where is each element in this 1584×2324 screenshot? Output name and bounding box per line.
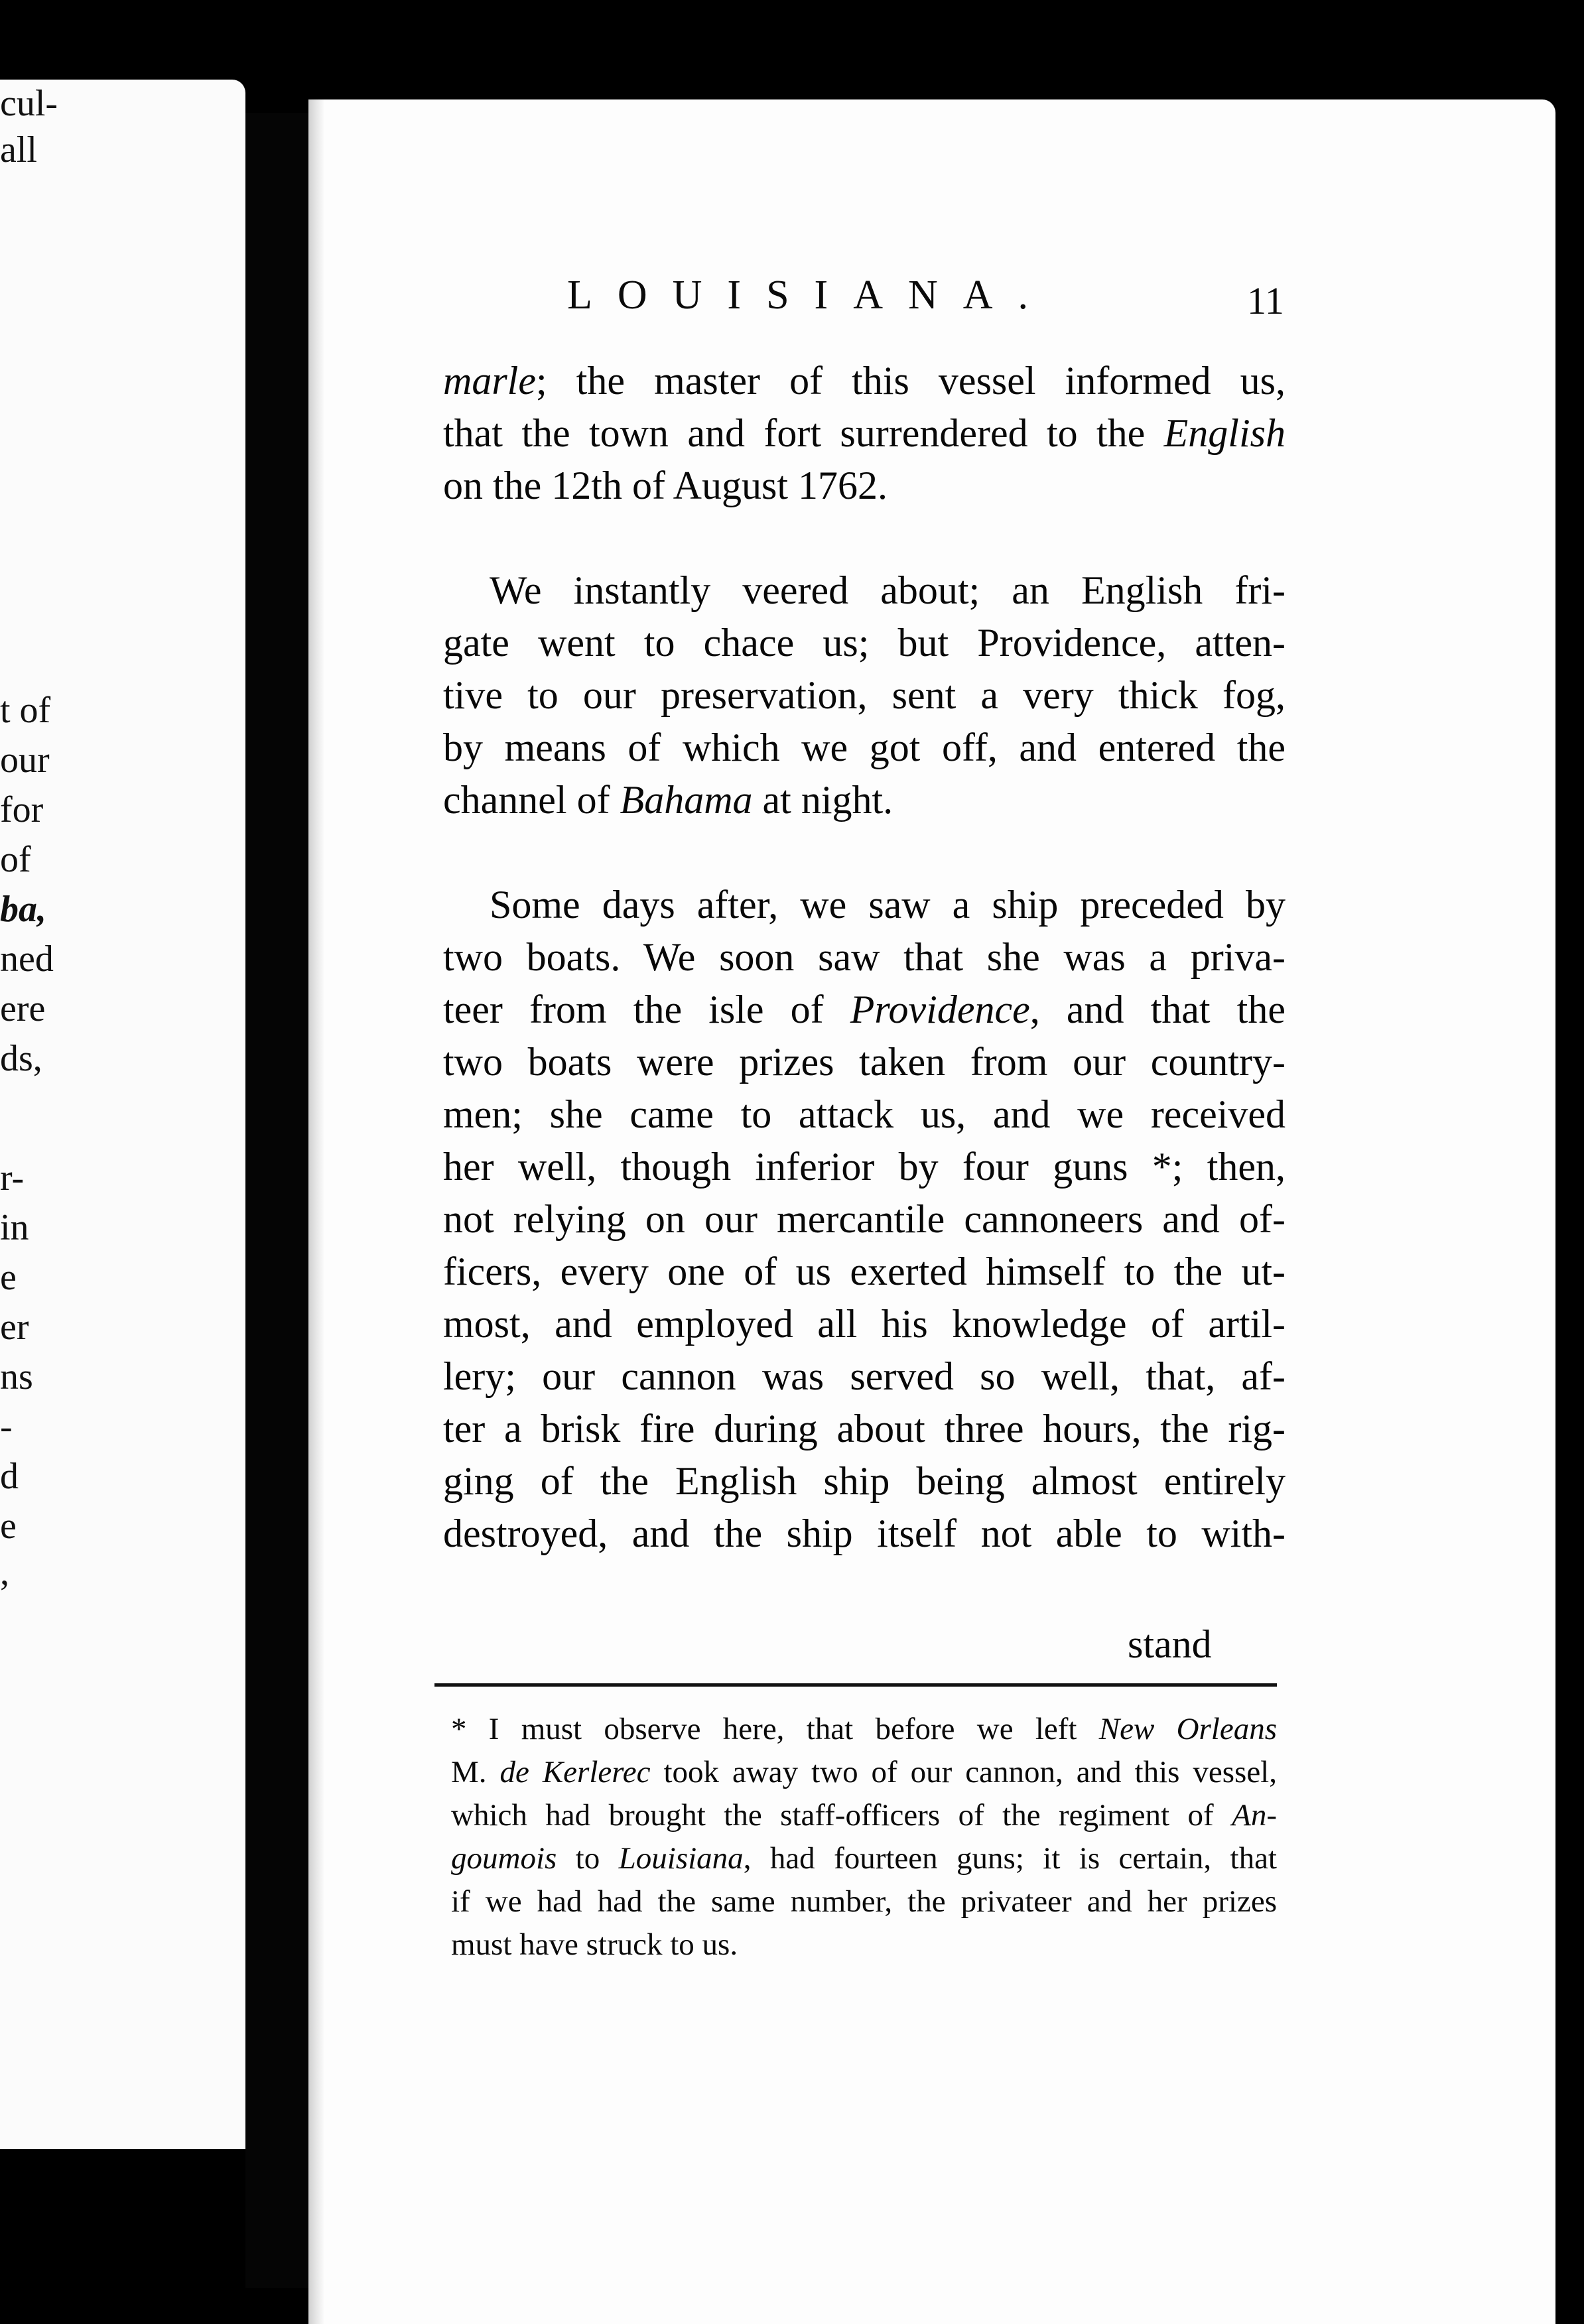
left-page-fragment-line: for xyxy=(0,789,44,830)
text-line xyxy=(443,1088,1286,1141)
text-run: to xyxy=(557,1841,619,1876)
left-page-fragment-line: e xyxy=(0,1257,17,1298)
left-page-fragment-line: d xyxy=(0,1456,19,1497)
text-line xyxy=(443,407,1286,460)
text-run: destroyed, and the ship itself not able to with- xyxy=(443,1512,1286,1555)
text-line xyxy=(451,1837,1277,1880)
text-run: , had fourteen guns; it is certain, that xyxy=(743,1841,1277,1876)
left-page-fragment-line: - xyxy=(0,1406,13,1447)
left-page-fragment-line: our xyxy=(0,740,50,781)
text-run: by means of which we got off, and entered the xyxy=(443,726,1286,769)
footnote-paragraph xyxy=(451,1708,1277,1967)
text-run: most, and employed all his knowledge of artil- xyxy=(443,1302,1286,1346)
left-page-fragment-line: ba, xyxy=(0,889,46,930)
italic-run: goumois xyxy=(451,1841,557,1876)
body-text xyxy=(443,355,1286,1560)
left-page-fragment-line: of xyxy=(0,839,31,880)
text-run: two boats. We soon saw that she was a priva- xyxy=(443,935,1286,979)
text-line xyxy=(443,1350,1286,1403)
text-line xyxy=(443,1508,1286,1560)
text-line xyxy=(451,1751,1277,1794)
text-run: that the town and fort surrendered to the xyxy=(443,411,1164,455)
left-page-fragment-line: all xyxy=(0,129,37,170)
footnote-rule xyxy=(434,1683,1277,1687)
text-run: took away two of our cannon, and this vessel, xyxy=(650,1755,1277,1789)
text-line xyxy=(443,1036,1286,1088)
italic-run: de Kerlerec xyxy=(499,1755,651,1789)
italic-run: English xyxy=(1163,411,1286,455)
text-run: must have struck to us. xyxy=(451,1927,738,1962)
left-page-fragment-line: r- xyxy=(0,1157,25,1198)
left-page-fragment-line: ere xyxy=(0,988,46,1029)
text-line xyxy=(451,1923,1277,1967)
text-run: on the 12th of August 1762. xyxy=(443,464,888,507)
left-page-fragment-line: ns xyxy=(0,1356,33,1397)
left-page-fragment-line: ds, xyxy=(0,1038,42,1079)
catchword: stand xyxy=(1128,1622,1212,1666)
left-page-fragment-line: in xyxy=(0,1207,29,1248)
italic-run: Providence xyxy=(850,988,1030,1031)
text-line xyxy=(443,460,1286,512)
text-line xyxy=(443,355,1286,407)
text-line xyxy=(443,1141,1286,1193)
text-run: M. xyxy=(451,1755,500,1789)
text-line xyxy=(443,879,1286,931)
text-line xyxy=(443,722,1286,774)
text-run: teer from the isle of xyxy=(443,988,850,1031)
left-page-fragment-line: , xyxy=(0,1552,9,1593)
text-line xyxy=(451,1880,1277,1923)
text-line xyxy=(443,1193,1286,1246)
text-line xyxy=(443,984,1286,1036)
italic-run: New Orleans xyxy=(1098,1712,1278,1746)
text-run: her well, though inferior by four guns *; then, xyxy=(443,1145,1286,1189)
text-run: gate went to chace us; but Providence, atten- xyxy=(443,621,1286,665)
footnote xyxy=(451,1708,1277,1967)
text-run: two boats were prizes taken from our country- xyxy=(443,1040,1286,1084)
text-run: which had brought the staff-officers of the regiment of xyxy=(451,1798,1232,1833)
text-run: * I must observe here, that before we left xyxy=(451,1712,1099,1746)
text-line xyxy=(443,617,1286,669)
text-run: ging of the English ship being almost entirely xyxy=(443,1459,1286,1503)
left-page-fragment-line: er xyxy=(0,1307,29,1348)
text-run: lery; our cannon was served so well, that, af- xyxy=(443,1354,1286,1398)
paragraph xyxy=(443,355,1286,512)
text-run: ficers, every one of us exerted himself to the ut- xyxy=(443,1250,1286,1293)
left-page-fragment-line: t of xyxy=(0,690,51,731)
text-line xyxy=(443,1246,1286,1298)
left-page-fragment xyxy=(0,80,245,2149)
text-line xyxy=(443,774,1286,826)
text-run: tive to our preservation, sent a very thick fog, xyxy=(443,673,1286,717)
paragraph xyxy=(443,879,1286,1560)
text-run: men; she came to attack us, and we received xyxy=(443,1092,1286,1136)
italic-run: Louisiana xyxy=(618,1841,744,1876)
text-line xyxy=(443,931,1286,984)
left-page-fragment-line: e xyxy=(0,1506,17,1547)
paragraph xyxy=(443,564,1286,826)
left-page-fragment-line: cul- xyxy=(0,83,58,124)
text-run: , and that the xyxy=(1029,988,1286,1031)
text-line xyxy=(443,1403,1286,1455)
text-line xyxy=(443,1298,1286,1350)
text-run: ; the master of this vessel informed us, xyxy=(535,359,1286,403)
italic-run: Bahama xyxy=(620,778,753,822)
text-run: channel of xyxy=(443,778,620,822)
italic-run: marle xyxy=(443,359,536,403)
book-gutter xyxy=(245,113,308,2288)
text-run: at night. xyxy=(752,778,893,822)
text-line xyxy=(443,564,1286,617)
text-line xyxy=(451,1708,1277,1751)
left-page-fragment-line: ned xyxy=(0,938,54,980)
text-run: Some days after, we saw a ship preceded by xyxy=(490,883,1286,927)
page-edge-shadow xyxy=(308,99,324,2324)
text-run: ter a brisk fire during about three hours, the rig- xyxy=(443,1407,1286,1451)
italic-run: An- xyxy=(1232,1798,1277,1833)
text-run: not relying on our mercantile cannoneers and of- xyxy=(443,1197,1286,1241)
page-number: 11 xyxy=(1247,279,1284,322)
text-line xyxy=(451,1794,1277,1837)
text-run: if we had had the same number, the privateer and her prizes xyxy=(451,1884,1277,1919)
text-line xyxy=(443,1455,1286,1508)
text-line xyxy=(443,669,1286,722)
running-head: LOUISIANA. xyxy=(567,273,1054,318)
text-run: We instantly veered about; an English fri- xyxy=(490,568,1286,612)
